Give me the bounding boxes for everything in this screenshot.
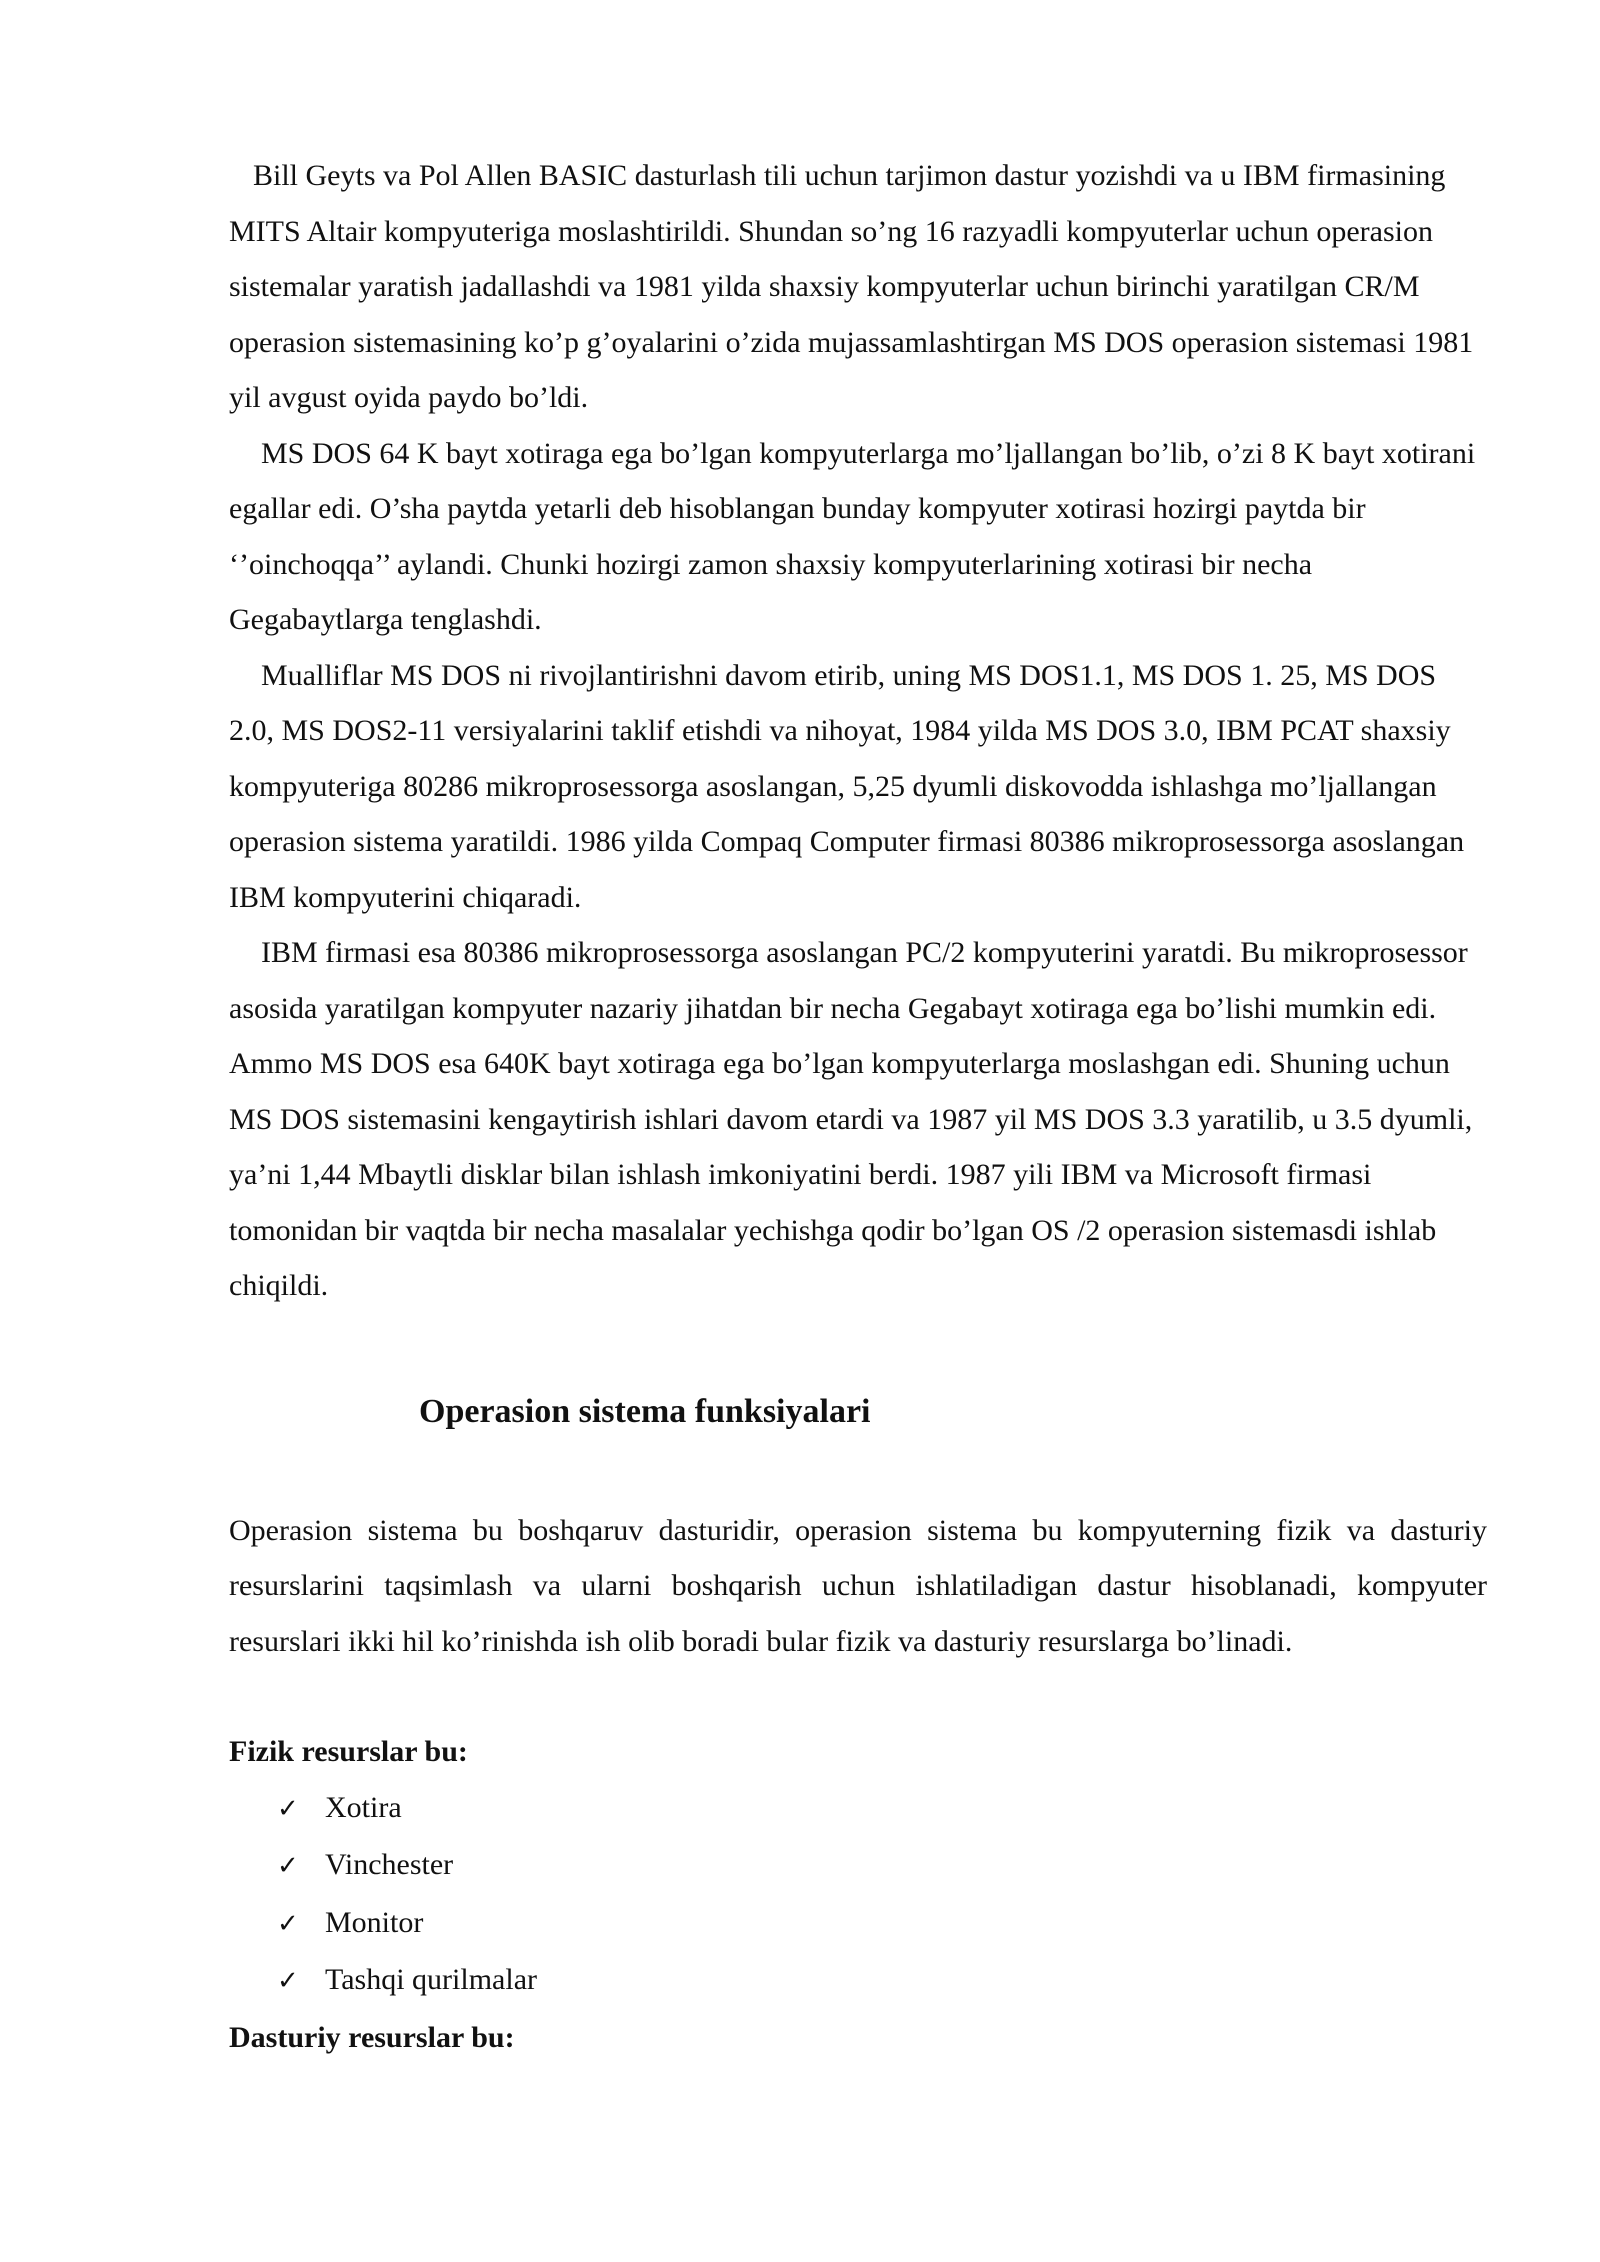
- checkmark-icon: ✓: [277, 1851, 299, 1881]
- paragraph-ms-dos-versions: Mualliflar MS DOS ni rivojlantirishni davom etirib, uning MS DOS1.1, MS DOS 1. 25, MS DOS 2.0, MS DOS2-11 versiyalarini taklif etishdi va nihoyat, 1984 yilda MS DOS 3.0, IBM PCAT shaxsiy kompyuteriga 80286 mikroprosessorga asoslangan, 5,25 dyumli diskovodda ishlashga mo’ljallangan operasion sistema yaratildi. 1986 yilda Compaq Computer firmasi 80386 mikroprosessorga asoslangan IBM kompyuterini chiqaradi.: [229, 658, 1465, 914]
- checkmark-icon: ✓: [277, 1966, 299, 1996]
- software-resources-title: Dasturiy resurslar bu:: [229, 2020, 515, 2054]
- paragraph-os-definition: Operasion sistema bu boshqaruv dasturidir, operasion sistema bu kompyuterning fizik va dasturiy resurslarini taqsimlash va ularni boshqarish uchun ishlatiladigan dastur hisoblanadi, kompyuter resurslari ikki hil ko’rinishda ish olib boradi bular fizik va dasturiy resurslarga bo’linadi.: [229, 1513, 1487, 1658]
- physical-resources-title: Fizik resurslar bu:: [229, 1735, 468, 1768]
- physical-resources-list: [229, 1780, 1487, 2010]
- list-item-label: Tashqi qurilmalar: [325, 1963, 538, 1996]
- list-item: [277, 1952, 1487, 2010]
- section-heading: Operasion sistema funksiyalari: [419, 1392, 871, 1430]
- list-item: [277, 1895, 1487, 1953]
- checkmark-icon: ✓: [277, 1908, 299, 1939]
- list-item: [277, 1837, 1487, 1895]
- list-item-label: Monitor: [325, 1905, 424, 1939]
- paragraph-history-basic: Bill Geyts va Pol Allen BASIC dasturlash tili uchun tarjimon dastur yozishdi va u IBM firmasining MITS Altair kompyuteriga moslashtirildi. Shundan so’ng 16 razyadli kompyuterlar uchun operasion sistemalar yaratish jadallashdi va 1981 yilda shaxsiy kompyuterlar uchun birinchi yaratilgan CR/M operasion sistemasining ko’p g’oyalarini o’zida mujassamlashtirgan MS DOS operasion sistemasi 1981 yil avgust oyida paydo bo’ldi.: [229, 159, 1474, 414]
- list-item-label: Xotira: [325, 1790, 402, 1824]
- paragraph-ms-dos-memory: MS DOS 64 K bayt xotiraga ega bo’lgan kompyuterlarga mo’ljallangan bo’lib, o’zi 8 K bayt xotirani egallar edi. O’sha paytda yetarli deb hisoblangan bunday kompyuter xotirasi hozirgi paytda bir ‘’oinchoqqa’’ aylandi. Chunki hozirgi zamon shaxsiy kompyuterlarining xotirasi bir necha Gegabaytlarga tenglashdi.: [229, 436, 1476, 636]
- paragraph-ibm-os2: IBM firmasi esa 80386 mikroprosessorga asoslangan PC/2 kompyuterini yaratdi. Bu mikroprosessor asosida yaratilgan kompyuter nazariy jihatdan bir necha Gegabayt xotiraga ega bo’lishi mumkin edi. Ammo MS DOS esa 640K bayt xotiraga ega bo’lgan kompyuterlarga moslashgan edi. Shuning uchun MS DOS sistemasini kengaytirish ishlari davom etardi va 1987 yil MS DOS 3.3 yaratilib, u 3.5 dyumli, ya’ni 1,44 Mbaytli disklar bilan ishlash imkoniyatini berdi. 1987 yili IBM va Microsoft firmasi tomonidan bir vaqtda bir necha masalalar yechishga qodir bo’lgan OS /2 operasion sistemasdi ishlab chiqildi.: [229, 936, 1473, 1302]
- list-item-label: Vinchester: [325, 1848, 454, 1881]
- document-body: [229, 148, 1487, 2065]
- list-item: [277, 1780, 1487, 1838]
- checkmark-icon: ✓: [277, 1793, 299, 1824]
